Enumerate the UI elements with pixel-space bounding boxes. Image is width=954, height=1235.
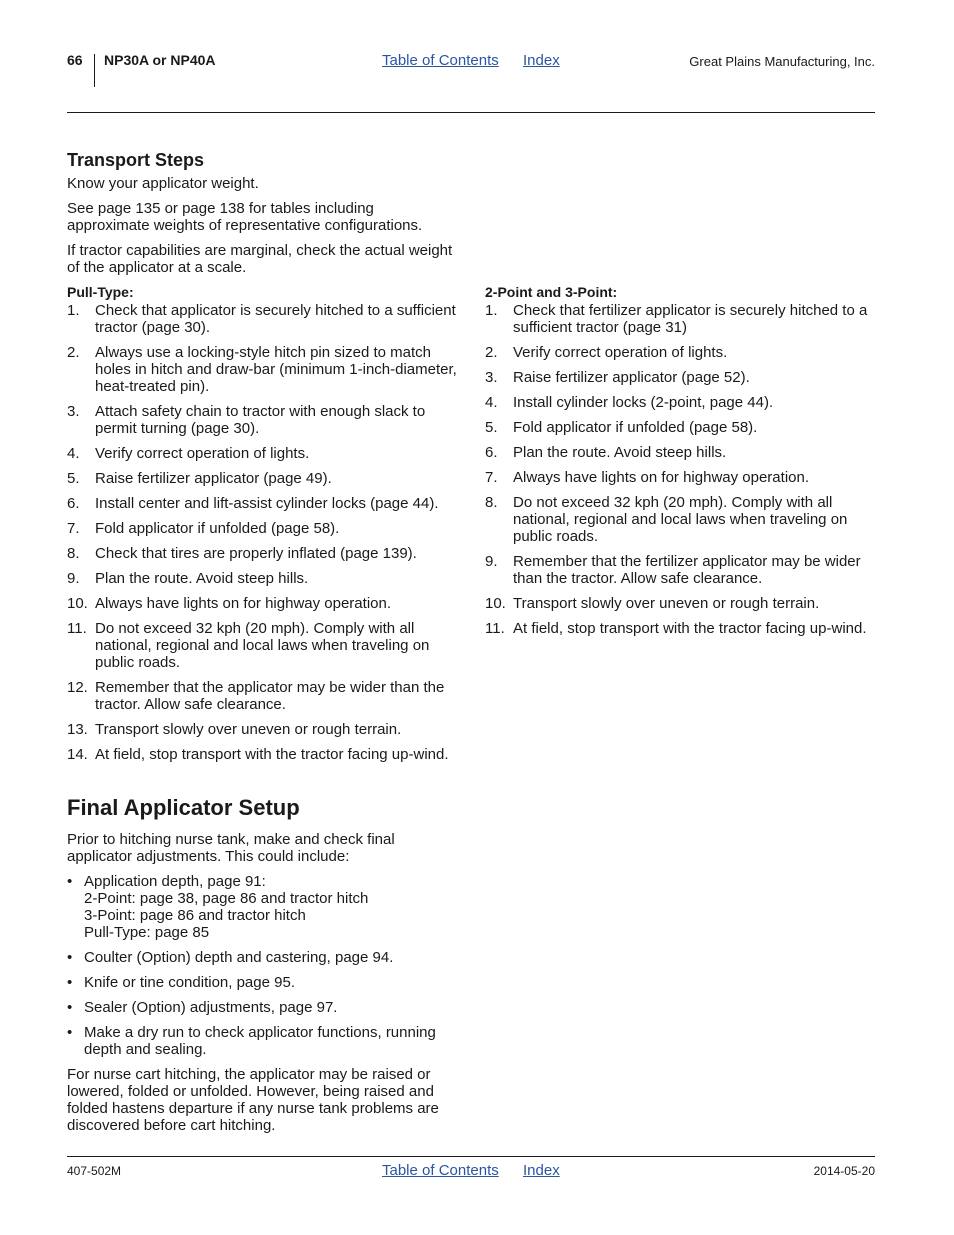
step-number: 4. [67,445,80,462]
step-text: Fold applicator if unfolded (page 58). [95,520,340,537]
step-item [485,494,877,545]
step-number: 2. [485,344,498,361]
footer-rule [67,1156,875,1157]
header-toc-link[interactable]: Table of Contents [382,52,499,69]
step-number: 2. [67,344,80,361]
footer-index-link[interactable]: Index [523,1162,560,1179]
bullet-text: Sealer (Option) adjustments, page 97. [84,999,338,1016]
bullet-text: Application depth, page 91: [84,873,266,890]
bullet-subline: Pull-Type: page 85 [84,924,210,941]
intro-paragraph: Know your applicator weight. [67,175,259,192]
step-text: Plan the route. Avoid steep hills. [95,570,309,587]
step-item [67,302,459,336]
step-number: 7. [67,520,80,537]
step-text: Always use a locking-style hitch pin sized to match holes in hitch and draw-bar (minimum 1-inch-diameter, heat-treated pin). [95,344,457,395]
step-item [67,445,459,462]
step-text: Remember that the fertilizer applicator may be wider than the tractor. Allow safe clearance. [513,553,861,587]
step-item [485,419,877,436]
company-name: Great Plains Manufacturing, Inc. [689,54,875,69]
step-item [485,302,877,336]
step-text: Attach safety chain to tractor with enough slack to permit turning (page 30). [95,403,426,437]
transport-intro [67,175,457,284]
step-number: 4. [485,394,498,411]
bullet-subline: 3-Point: page 86 and tractor hitch [84,907,306,924]
step-item [67,403,459,437]
step-number: 10. [485,595,506,612]
step-text: Check that tires are properly inflated (page 139). [95,545,417,562]
final-setup-closing: For nurse cart hitching, the applicator may be raised or lowered, folded or unfolded. However, being raised and folded hastens departure if any nurse tank problems are discovered before cart hitching. [67,1066,439,1134]
step-text: Do not exceed 32 kph (20 mph). Comply with all national, regional and local laws when traveling on public roads. [513,494,848,545]
pull-type-heading: Pull-Type: [67,284,134,300]
bullet-icon: • [67,949,73,966]
step-number: 5. [485,419,498,436]
step-item [485,444,877,461]
step-number: 6. [67,495,80,512]
intro-paragraph: If tractor capabilities are marginal, check the actual weight of the applicator at a scale. [67,242,453,276]
step-number: 12. [67,679,88,696]
step-item [485,469,877,486]
step-item [67,344,459,395]
step-number: 11. [485,620,505,637]
step-number: 11. [67,620,87,637]
final-setup-bullets [67,873,459,1066]
step-item [67,595,459,612]
point-heading: 2-Point and 3-Point: [485,284,618,300]
step-item [485,369,877,386]
final-setup-intro: Prior to hitching nurse tank, make and check final applicator adjustments. This could include: [67,831,395,865]
bullet-subline: 2-Point: page 38, page 86 and tractor hitch [84,890,369,907]
publish-date: 2014-05-20 [813,1164,875,1178]
step-item [485,553,877,587]
step-number: 14. [67,746,88,763]
step-item [67,570,459,587]
step-text: Check that applicator is securely hitched to a sufficient tractor (page 30). [95,302,456,336]
step-item [485,595,877,612]
step-number: 8. [67,545,80,562]
step-text: Install cylinder locks (2-point, page 44). [513,394,774,411]
bullet-item [67,1024,459,1058]
step-item [67,470,459,487]
step-text: Raise fertilizer applicator (page 49). [95,470,332,487]
step-text: Install center and lift-assist cylinder locks (page 44). [95,495,439,512]
step-text: Check that fertilizer applicator is securely hitched to a sufficient tractor (page 31) [513,302,868,336]
step-text: At field, stop transport with the tractor facing up-wind. [513,620,867,637]
step-number: 3. [67,403,80,420]
model-name: NP30A or NP40A [104,52,216,68]
step-text: Do not exceed 32 kph (20 mph). Comply with all national, regional and local laws when traveling on public roads. [95,620,430,671]
step-item [67,746,459,763]
bullet-item [67,974,459,991]
bullet-item [67,999,459,1016]
step-number: 7. [485,469,498,486]
step-item [67,545,459,562]
point-steps [485,302,877,645]
step-text: Remember that the applicator may be wider than the tractor. Allow safe clearance. [95,679,445,713]
bullet-icon: • [67,974,73,991]
step-item [67,520,459,537]
section-title-transport: Transport Steps [67,150,205,170]
step-text: Always have lights on for highway operation. [95,595,392,612]
bullet-text: Make a dry run to check applicator functions, running depth and sealing. [84,1024,436,1058]
step-text: Raise fertilizer applicator (page 52). [513,369,750,386]
step-number: 3. [485,369,498,386]
footer-toc-link[interactable]: Table of Contents [382,1162,499,1179]
header-rule [67,112,875,113]
bullet-item [67,873,459,941]
step-number: 10. [67,595,88,612]
bullet-icon: • [67,873,73,890]
page-number: 66 [67,52,83,68]
header-divider [94,54,95,87]
step-text: At field, stop transport with the tractor facing up-wind. [95,746,449,763]
step-number: 8. [485,494,498,511]
step-item [485,394,877,411]
step-text: Plan the route. Avoid steep hills. [513,444,727,461]
step-number: 1. [485,302,498,319]
step-text: Verify correct operation of lights. [513,344,728,361]
step-number: 9. [67,570,80,587]
step-item [67,679,459,713]
pull-type-steps [67,302,459,771]
step-text: Verify correct operation of lights. [95,445,310,462]
section-title-final-setup: Final Applicator Setup [67,795,300,820]
step-text: Always have lights on for highway operation. [513,469,810,486]
doc-number: 407-502M [67,1164,122,1178]
step-number: 13. [67,721,88,738]
step-text: Transport slowly over uneven or rough terrain. [95,721,402,738]
step-number: 5. [67,470,80,487]
step-item [485,620,877,637]
bullet-item [67,949,459,966]
step-text: Fold applicator if unfolded (page 58). [513,419,758,436]
step-item [485,344,877,361]
step-text: Transport slowly over uneven or rough terrain. [513,595,820,612]
bullet-text: Knife or tine condition, page 95. [84,974,295,991]
step-number: 6. [485,444,498,461]
bullet-icon: • [67,999,73,1016]
bullet-text: Coulter (Option) depth and castering, page 94. [84,949,394,966]
step-item [67,495,459,512]
bullet-icon: • [67,1024,73,1041]
step-number: 9. [485,553,498,570]
header-index-link[interactable]: Index [523,52,560,69]
step-item [67,620,459,671]
step-item [67,721,459,738]
intro-paragraph: See page 135 or page 138 for tables including approximate weights of representative configurations. [67,200,423,234]
step-number: 1. [67,302,80,319]
